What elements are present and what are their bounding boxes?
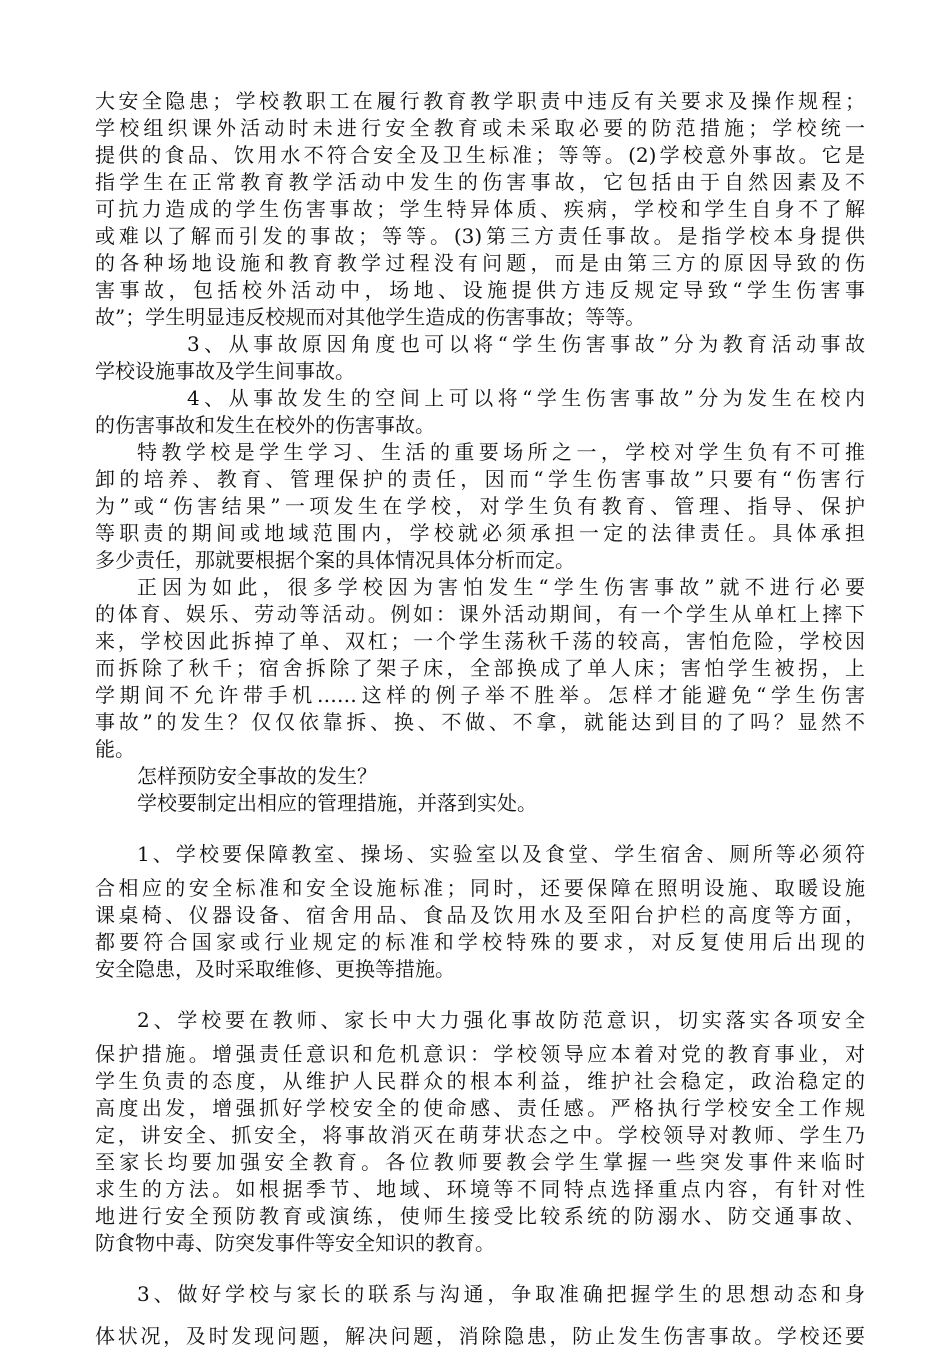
text-line: 事故”的发生？仅仅依靠拆、换、不做、不拿，就能达到目的了吗？显然不 — [95, 710, 865, 734]
text-line: 3、做好学校与家长的联系与沟通，争取准确把握学生的思想动态和身 — [137, 1282, 865, 1306]
text-line: 至家长均要加强安全教育。各位教师要教会学生掌握一些突发事件来临时 — [95, 1150, 865, 1174]
text-line: 提供的食品、饮用水不符合安全及卫生标准；等等。(2)学校意外事故。它是 — [95, 143, 865, 167]
text-line: 等职责的期间或地域范围内，学校就必须承担一定的法律责任。具体承担 — [95, 521, 865, 545]
paragraph-point-4 — [95, 385, 865, 439]
document-page — [95, 88, 865, 1357]
text-line: 学生负责的态度，从维护人民群众的根本利益，维护社会稳定，政治稳定的 — [95, 1069, 865, 1093]
paragraph-measure-1 — [95, 833, 865, 983]
text-line: 的伤害事故和发生在校外的伤害事故。 — [95, 413, 435, 437]
text-line: 指学生在正常教育教学活动中发生的伤害事故，它包括由于自然因素及不 — [95, 170, 865, 194]
text-line: 保护措施。增强责任意识和危机意识：学校领导应本着对党的教育事业，对 — [95, 1042, 865, 1066]
text-line: 防食物中毒、防突发事件等安全知识的教育。 — [95, 1231, 495, 1255]
paragraph-examples — [95, 574, 865, 763]
text-line: 怎样预防安全事故的发生？ — [137, 764, 377, 788]
text-line: 多少责任，那就要根据个案的具体情况具体分析而定。 — [95, 548, 575, 572]
paragraph-school-responsibility — [95, 439, 865, 574]
text-line: 可抗力造成的学生伤害事故；学生特异体质、疾病，学校和学生自身不了解 — [95, 197, 865, 221]
text-line: 合相应的安全标准和安全设施标准；同时，还要保障在照明设施、取暖设施 — [95, 876, 865, 900]
text-line: 学校组织课外活动时未进行安全教育或未采取必要的防范措施；学校统一 — [95, 116, 865, 140]
text-line: 学校要制定出相应的管理措施，并落到实处。 — [137, 791, 537, 815]
text-line: 2、学校要在教师、家长中大力强化事故防范意识，切实落实各项安全 — [137, 1008, 865, 1032]
text-line: 地进行安全预防教育或演练，使师生接受比较系统的防溺水、防交通事故、 — [95, 1204, 865, 1228]
text-line: 卸的培养、教育、管理保护的责任，因而“学生伤害事故”只要有“伤害行 — [95, 467, 865, 491]
paragraph-point-3 — [95, 331, 865, 385]
text-line: 求生的方法。如根据季节、地域、环境等不同特点选择重点内容，有针对性 — [95, 1177, 865, 1201]
paragraph-question — [95, 763, 865, 790]
text-line: 或难以了解而引发的事故；等等。(3)第三方责任事故。是指学校本身提供 — [95, 224, 865, 248]
text-line: 来，学校因此拆掉了单、双杠；一个学生荡秋千荡的较高，害怕危险，学校因 — [95, 629, 865, 653]
text-line: 害事故，包括校外活动中，场地、设施提供方违反规定导致“学生伤害事 — [95, 278, 865, 302]
paragraph-measure-3 — [95, 1273, 865, 1357]
text-line: 学期间不允许带手机……这样的例子举不胜举。怎样才能避免“学生伤害 — [95, 683, 865, 707]
text-line: 学校设施事故及学生间事故。 — [95, 359, 355, 383]
text-line: 高度出发，增强抓好学校安全的使命感、责任感。严格执行学校安全工作规 — [95, 1096, 865, 1120]
text-line: 正因为如此，很多学校因为害怕发生“学生伤害事故”就不进行必要 — [137, 575, 865, 599]
text-line: 体状况，及时发现问题，解决问题，消除隐患，防止发生伤害事故。学校还要 — [95, 1324, 865, 1348]
text-line: 定，讲安全、抓安全，将事故消灭在萌芽状态之中。学校领导对教师、学生乃 — [95, 1123, 865, 1147]
text-line: 能。 — [95, 737, 135, 761]
text-line: 1、学校要保障教室、操场、实验室以及食堂、学生宿舍、厕所等必须符 — [137, 842, 865, 866]
text-line: 都要符合国家或行业规定的标准和学校特殊的要求，对反复使用后出现的 — [95, 930, 865, 954]
text-line: 故”；学生明显违反校规而对其他学生造成的伤害事故；等等。 — [95, 305, 646, 329]
paragraph-measure-2 — [95, 999, 865, 1257]
paragraph-measures-intro — [95, 790, 865, 817]
paragraph-accident-types — [95, 88, 865, 331]
text-line: 特教学校是学生学习、生活的重要场所之一，学校对学生负有不可推 — [137, 440, 865, 464]
text-line: 大安全隐患；学校教职工在履行教育教学职责中违反有关要求及操作规程； — [95, 89, 865, 113]
text-line: 的各种场地设施和教育教学过程没有问题，而是由第三方的原因导致的伤 — [95, 251, 865, 275]
text-line: 4、从事故发生的空间上可以将“学生伤害事故”分为发生在校内 — [187, 386, 865, 410]
text-line: 的体育、娱乐、劳动等活动。例如：课外活动期间，有一个学生从单杠上摔下 — [95, 602, 865, 626]
text-line: 安全隐患，及时采取维修、更换等措施。 — [95, 957, 455, 981]
text-line: 3、从事故原因角度也可以将“学生伤害事故”分为教育活动事故 — [187, 332, 865, 356]
text-line: 课桌椅、仪器设备、宿舍用品、食品及饮用水及至阳台护栏的高度等方面， — [95, 903, 865, 927]
text-line: 为”或“伤害结果”一项发生在学校，对学生负有教育、管理、指导、保护 — [95, 494, 865, 518]
text-line: 而拆除了秋千；宿舍拆除了架子床，全部换成了单人床；害怕学生被拐，上 — [95, 656, 865, 680]
